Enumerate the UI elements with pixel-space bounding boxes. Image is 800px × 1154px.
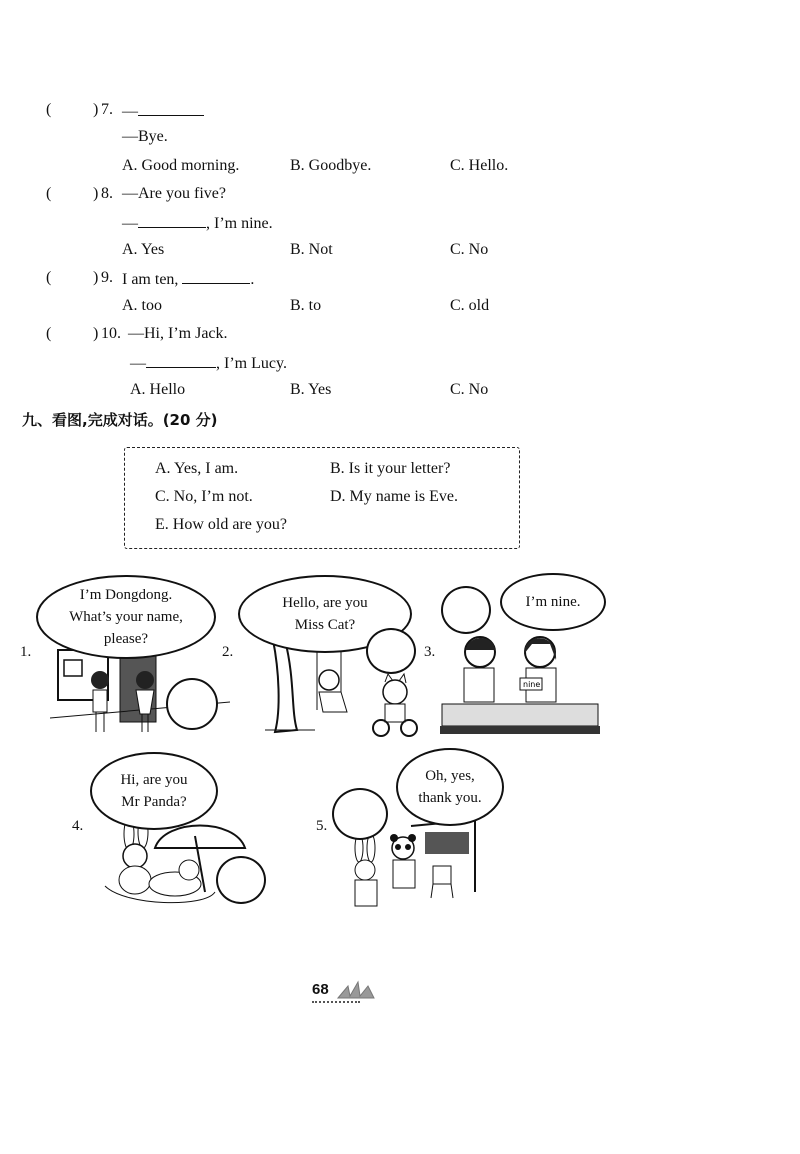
question-9-option-a: A. too <box>122 297 162 314</box>
bubble-line: please? <box>103 631 149 647</box>
question-10-option-a: A. Hello <box>130 381 186 398</box>
answer-paren-close: ) <box>93 101 99 118</box>
question-7-option-a: A. Good morning. <box>122 157 240 174</box>
leaf-decoration-icon <box>336 980 378 1002</box>
question-9-option-c: C. old <box>450 297 490 314</box>
picture-1-answer-bubble[interactable] <box>166 678 218 730</box>
question-10-line1: —Hi, I’m Jack. <box>128 325 228 342</box>
bubble-line: Hi, are you <box>120 772 188 788</box>
picture-5-speech-bubble <box>396 748 504 826</box>
question-8-number: 8. <box>101 185 113 202</box>
dialog-option-c: C. No, I’m not. <box>155 488 253 505</box>
question-9-line1: I am ten, . <box>122 271 255 288</box>
question-8-option-a: A. Yes <box>122 241 165 258</box>
question-10-number: 10. <box>101 325 121 342</box>
question-8-line1: —Are you five? <box>122 185 226 202</box>
question-9-number: 9. <box>101 269 113 286</box>
picture-4-number: 4. <box>72 818 84 834</box>
answer-paren-close: ) <box>93 269 99 286</box>
bubble-line: I’m nine. <box>525 594 581 610</box>
question-8-option-c: C. No <box>450 241 489 258</box>
picture-3-speech-bubble <box>500 573 606 631</box>
picture-4-answer-bubble[interactable] <box>216 856 266 904</box>
picture-4-speech-bubble <box>90 752 218 830</box>
question-7-line2: —Bye. <box>122 128 168 145</box>
picture-5-answer-bubble[interactable] <box>332 788 388 840</box>
dialog-option-d: D. My name is Eve. <box>330 488 458 505</box>
question-10-option-b: B. Yes <box>290 381 332 398</box>
bubble-line: What’s your name, <box>69 609 183 625</box>
bubble-line: thank you. <box>418 790 482 806</box>
picture-1-number: 1. <box>20 644 32 660</box>
answer-paren-open: ( <box>46 185 52 202</box>
answer-paren-open: ( <box>46 325 52 342</box>
picture-2-answer-bubble[interactable] <box>366 628 416 674</box>
picture-3-answer-bubble[interactable] <box>441 586 491 634</box>
section-title: 九、看图,完成对话。(20 分) <box>22 411 218 429</box>
picture-2-number: 2. <box>222 644 234 660</box>
page-number-underline <box>312 1001 360 1003</box>
question-7-line1: — <box>122 101 204 121</box>
bubble-line: I’m Dongdong. <box>79 587 173 603</box>
answer-paren-open: ( <box>46 101 52 118</box>
picture-3-number: 3. <box>424 644 436 660</box>
nine-card-text: nine <box>523 680 541 689</box>
dialog-option-e: E. How old are you? <box>155 516 287 533</box>
picture-1-speech-bubble <box>36 575 216 659</box>
question-10-line2: — , I’m Lucy. <box>130 355 287 372</box>
question-7-number: 7. <box>101 101 113 118</box>
dialog-option-b: B. Is it your letter? <box>330 460 451 477</box>
page-number: 68 <box>312 981 329 998</box>
bubble-line: Oh, yes, <box>425 768 475 784</box>
bubble-line: Hello, are you <box>282 595 368 611</box>
bubble-line: Miss Cat? <box>294 617 356 633</box>
picture-3-illustration <box>440 630 610 740</box>
question-9-option-b: B. to <box>290 297 322 314</box>
question-7-option-c: C. Hello. <box>450 157 509 174</box>
answer-paren-close: ) <box>93 185 99 202</box>
question-8-option-b: B. Not <box>290 241 333 258</box>
picture-5-number: 5. <box>316 818 328 834</box>
answer-paren-open: ( <box>46 269 52 286</box>
question-10-option-c: C. No <box>450 381 489 398</box>
question-7-option-b: B. Goodbye. <box>290 157 372 174</box>
question-8-line2: — , I’m nine. <box>122 215 273 232</box>
bubble-line: Mr Panda? <box>121 794 187 810</box>
dialog-option-a: A. Yes, I am. <box>155 460 239 477</box>
answer-paren-close: ) <box>93 325 99 342</box>
